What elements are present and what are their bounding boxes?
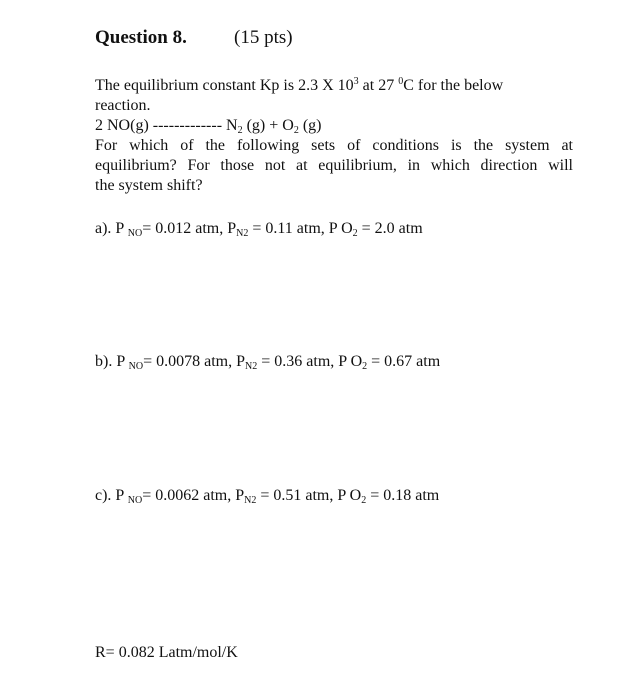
p-o2-value: = 0.67 atm	[367, 353, 441, 370]
p-n2-value: = 0.36 atm, P O	[257, 353, 363, 370]
prompt-line-3: the system shift?	[95, 177, 203, 194]
reaction-n: N	[222, 117, 238, 134]
prompt-line-2: equilibrium? For those not at equilibrium, in which direction will	[95, 157, 573, 174]
reaction-reactant: 2 NO(g)	[95, 117, 153, 134]
gas-constant: R= 0.082 Latm/mol/K	[95, 644, 238, 661]
option-label: c). P	[95, 487, 128, 504]
question-heading	[95, 27, 187, 49]
p-n2-subscript: N2	[244, 495, 257, 506]
question-title: Question 8.	[95, 27, 187, 48]
option-label: b). P	[95, 353, 129, 370]
p-no-value: = 0.0062 atm, P	[142, 487, 245, 504]
reaction-o-state: (g)	[298, 117, 322, 134]
intro-text-a: The equilibrium constant Kp is 2.3 X 10	[95, 77, 354, 94]
intro-text-c: C for the below	[403, 77, 504, 94]
p-o2-subscript: 2	[362, 361, 368, 372]
p-n2-value: = 0.11 atm, P O	[248, 220, 353, 237]
p-n2-value: = 0.51 atm, P O	[256, 487, 362, 504]
intro-text-b: at 27	[358, 77, 399, 94]
p-no-value: = 0.012 atm, P	[142, 220, 237, 237]
p-n2-subscript: N2	[245, 361, 258, 372]
p-o2-value: = 0.18 atm	[366, 487, 440, 504]
reaction-n-state: (g) + O	[242, 117, 294, 134]
intro-line-1	[95, 76, 573, 96]
option-label: a). P	[95, 220, 128, 237]
p-no-value: = 0.0078 atm, P	[143, 353, 246, 370]
reaction-arrow: -------------	[152, 117, 223, 134]
option-c	[95, 487, 439, 505]
option-b	[95, 353, 440, 371]
question-points: (15 pts)	[234, 27, 293, 48]
intro-exponent: 3	[353, 76, 359, 87]
p-no-subscript: NO	[127, 495, 143, 506]
reaction-o-subscript: 2	[293, 125, 299, 136]
intro-degree: 0	[398, 76, 404, 87]
p-o2-value: = 2.0 atm	[357, 220, 423, 237]
p-n2-subscript: N2	[236, 228, 249, 239]
option-a	[95, 220, 423, 238]
reaction-equation	[95, 116, 573, 136]
question-intro	[95, 76, 573, 196]
reaction-n-subscript: 2	[237, 125, 243, 136]
prompt-line-1: For which of the following sets of conditions is the system at	[95, 137, 573, 154]
p-no-subscript: NO	[128, 361, 144, 372]
intro-line-2: reaction.	[95, 97, 151, 114]
p-no-subscript: NO	[127, 228, 143, 239]
p-o2-subscript: 2	[352, 228, 358, 239]
p-o2-subscript: 2	[361, 495, 367, 506]
